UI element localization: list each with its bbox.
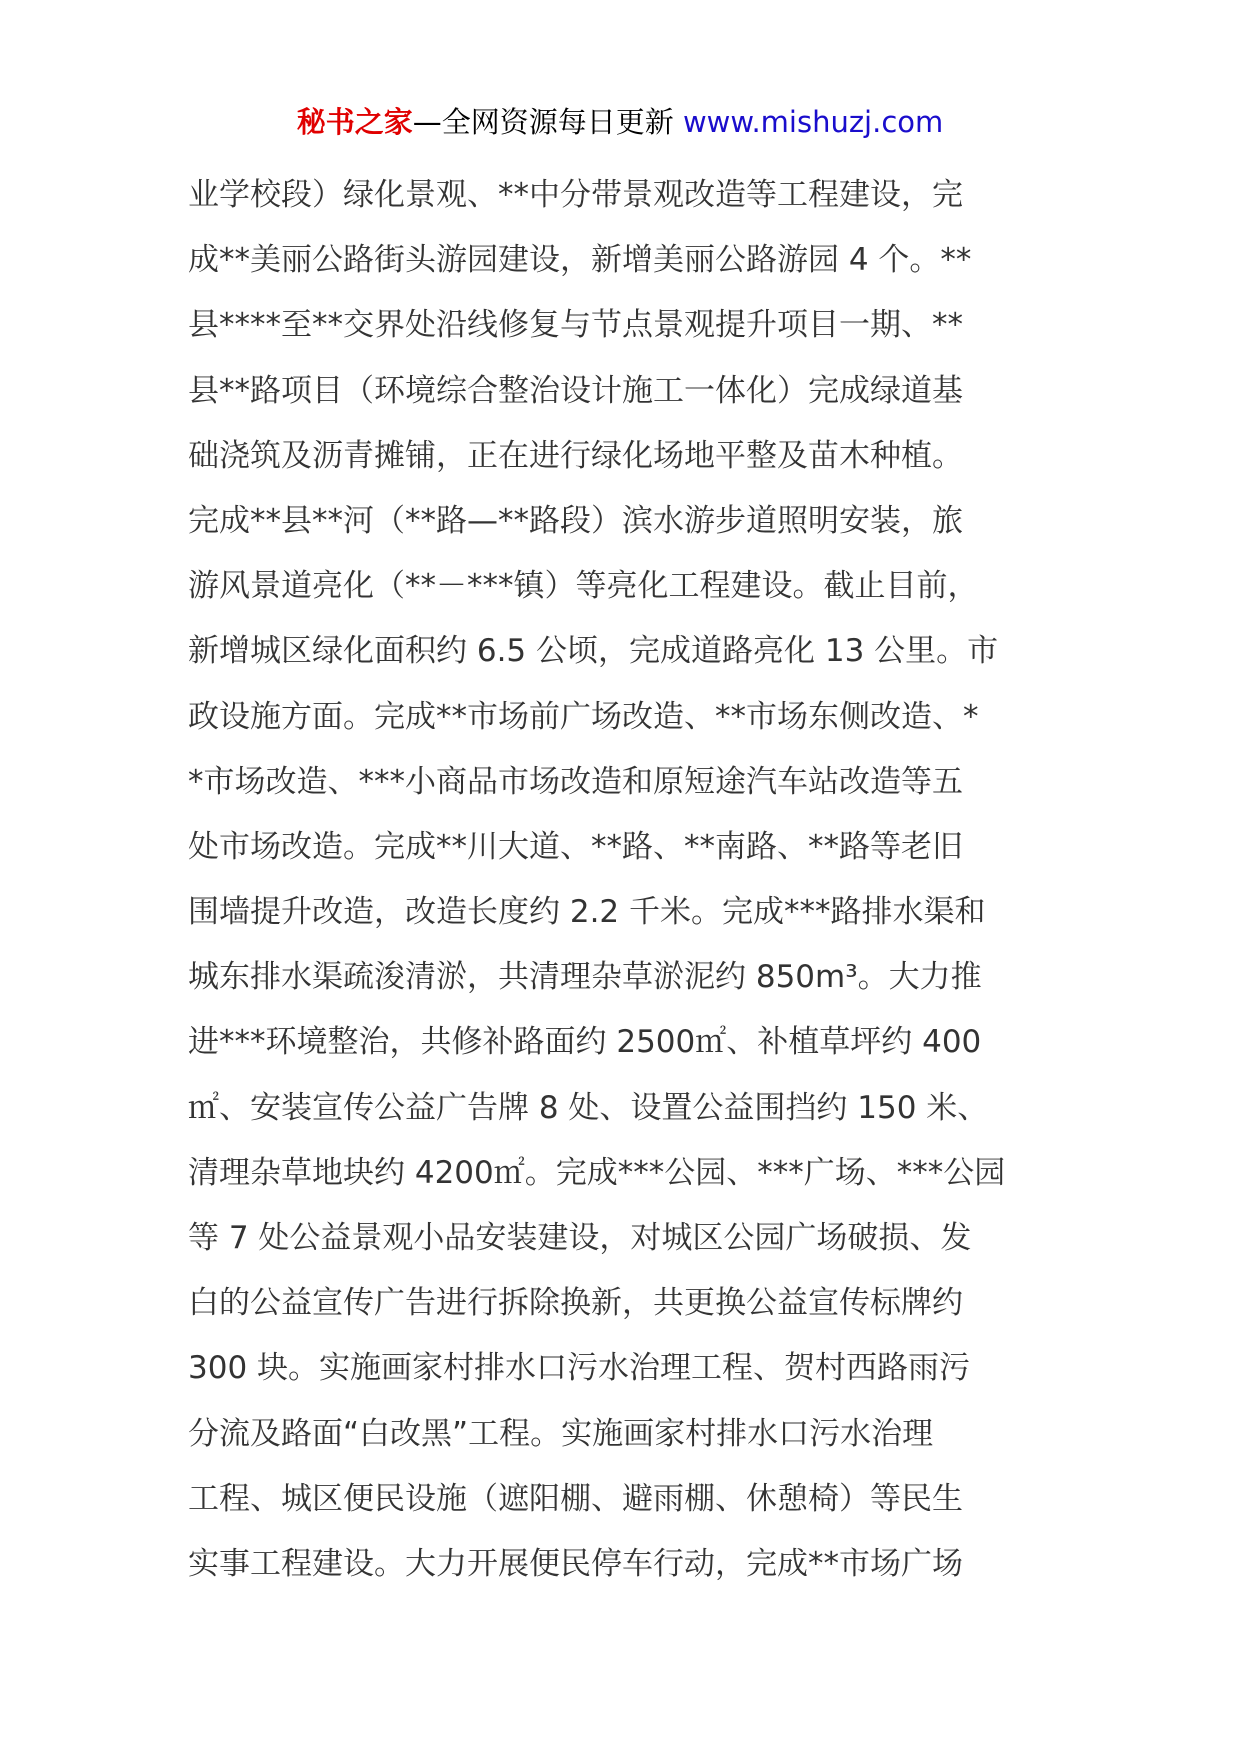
text-line: *市场改造、***小商品市场改造和原短途汽车站改造等五 bbox=[188, 763, 963, 800]
text-line: 完成**县**河（**路—**路段）滨水游步道照明安装，旅 bbox=[188, 502, 963, 539]
text-line: 政设施方面。完成**市场前广场改造、**市场东侧改造、* bbox=[188, 698, 979, 735]
text-line: 成**美丽公路街头游园建设，新增美丽公路游园 4 个。** bbox=[188, 242, 972, 279]
brand-name: 秘书之家 bbox=[296, 105, 413, 139]
text-line: 围墙提升改造，改造长度约 2.2 千米。完成***路排水渠和 bbox=[188, 894, 986, 931]
text-line: 础浇筑及沥青摊铺，正在进行绿化场地平整及苗木种植。 bbox=[188, 437, 963, 474]
text-line: ㎡、安装宣传公益广告牌 8 处、设置公益围挡约 150 米、 bbox=[188, 1089, 989, 1126]
text-line: 新增城区绿化面积约 6.5 公顷，完成道路亮化 13 公里。市 bbox=[188, 633, 999, 670]
website-link[interactable]: www.mishuzj.com bbox=[682, 105, 944, 139]
text-line: 城东排水渠疏浚清淤，共清理杂草淤泥约 850m³。大力推 bbox=[188, 959, 982, 996]
page-header bbox=[0, 102, 1240, 142]
text-line: 县**路项目（环境综合整治设计施工一体化）完成绿道基 bbox=[188, 372, 963, 409]
text-line: 进***环境整治，共修补路面约 2500㎡、补植草坪约 400 bbox=[188, 1024, 982, 1061]
text-line: 工程、城区便民设施（遮阳棚、避雨棚、休憩椅）等民生 bbox=[188, 1480, 963, 1517]
text-line: 白的公益宣传广告进行拆除换新，共更换公益宣传标牌约 bbox=[188, 1285, 963, 1322]
body-paragraph bbox=[188, 163, 1060, 1597]
text-line: 处市场改造。完成**川大道、**路、**南路、**路等老旧 bbox=[188, 828, 963, 865]
text-line: 业学校段）绿化景观、**中分带景观改造等工程建设，完 bbox=[188, 177, 963, 213]
header-slogan: —全网资源每日更新 bbox=[412, 105, 683, 139]
text-line: 清理杂草地块约 4200㎡。完成***公园、***广场、***公园 bbox=[188, 1154, 1006, 1191]
text-line: 县****至**交界处沿线修复与节点景观提升项目一期、** bbox=[188, 307, 963, 344]
text-line: 等 7 处公益景观小品安装建设，对城区公园广场破损、发 bbox=[188, 1220, 972, 1256]
text-line: 实事工程建设。大力开展便民停车行动，完成**市场广场 bbox=[188, 1545, 963, 1582]
text-line: 300 块。实施画家村排水口污水治理工程、贺村西路雨污 bbox=[188, 1350, 971, 1387]
text-line: 游风景道亮化（**－***镇）等亮化工程建设。截止目前， bbox=[188, 568, 979, 605]
text-line: 分流及路面“白改黑”工程。实施画家村排水口污水治理 bbox=[188, 1415, 934, 1452]
